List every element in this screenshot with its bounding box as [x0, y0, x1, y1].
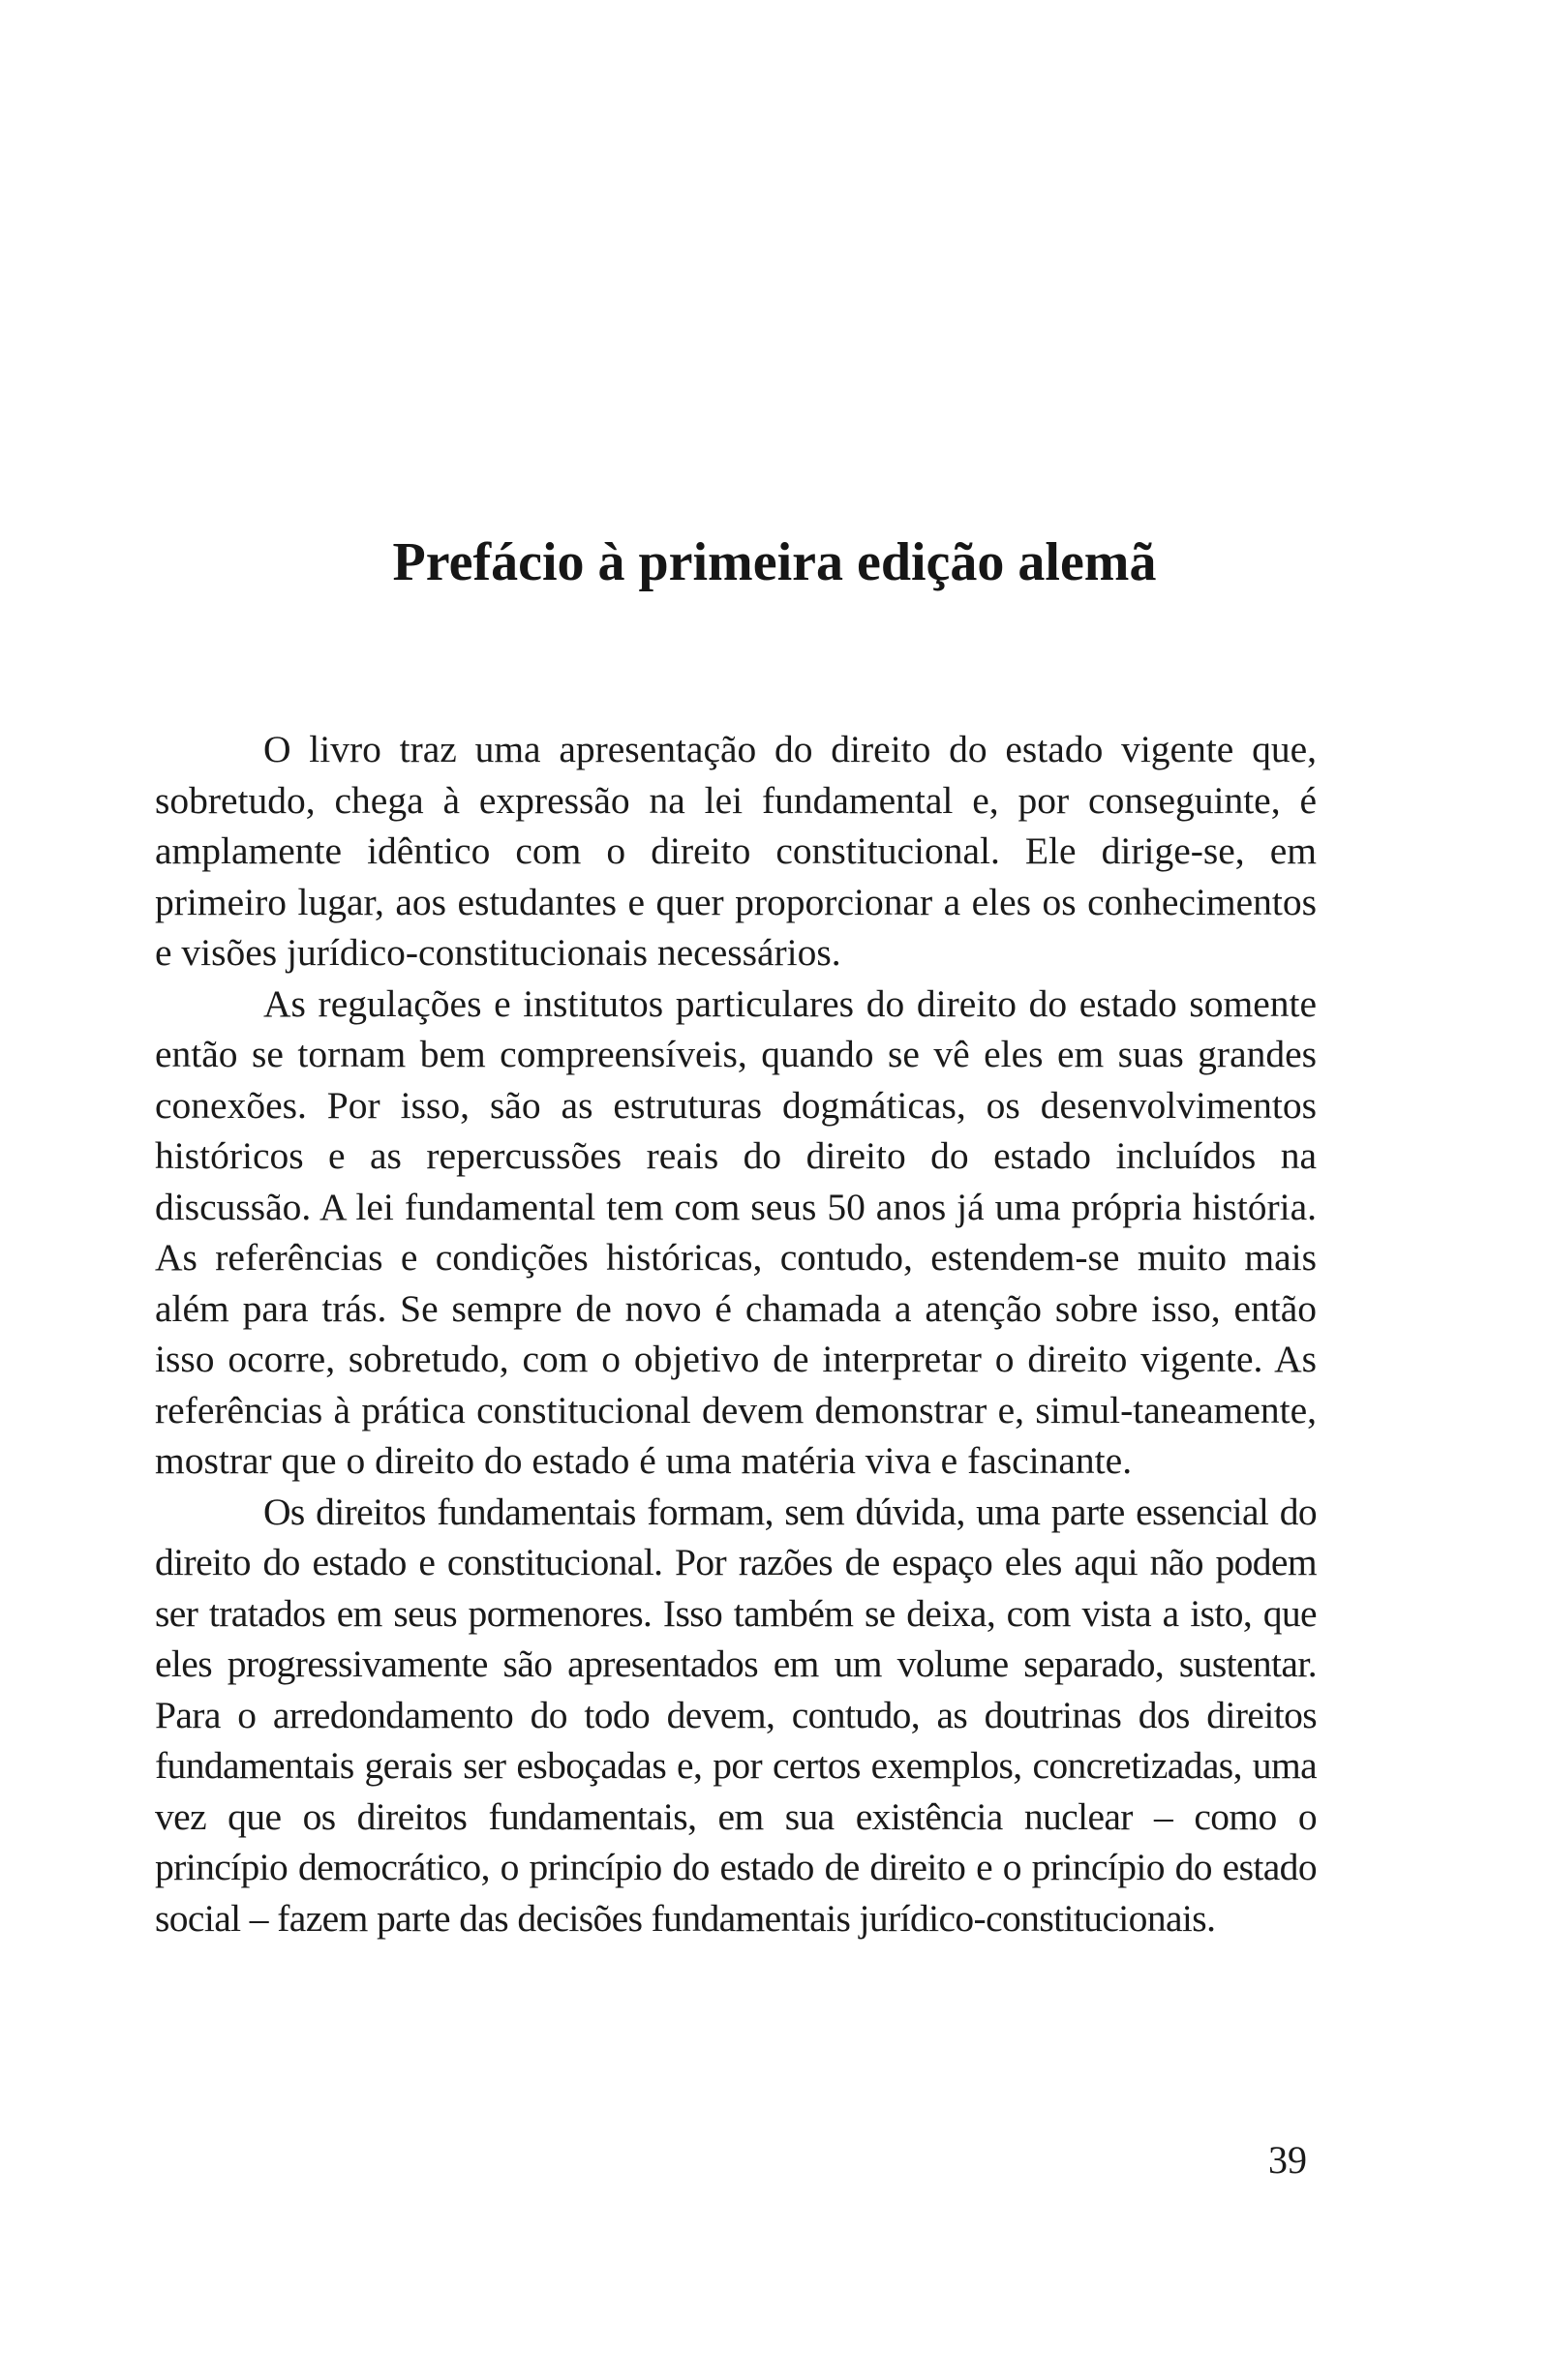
body-text: [155, 724, 1317, 1943]
paragraph-1: O livro traz uma apresentação do direito do estado vigente que, sobretudo, chega à expressão na lei fundamental e, por conseguinte, é amplamente idêntico com o direito constitucional. Ele dirige-se, em primeiro lugar, aos estudantes e quer proporcionar a eles os conhecimentos e visões jurídico-constitucionais necessários.: [155, 728, 1317, 974]
paragraph-2: As regulações e institutos particulares do direito do estado somente então se tornam bem compreensíveis, quando se vê eles em suas grandes conexões. Por isso, são as estruturas dogmáticas, os desenvolvimentos históricos e as repercussões reais do direito do estado incluídos na discussão. A lei fundamental tem com seus 50 anos já uma própria história. As referências e condições históricas, contudo, estendem-se muito mais além para trás. Se sempre de novo é chamada a atenção sobre isso, então isso ocorre, sobretudo, com o objetivo de interpretar o direito vigente. As referências à prática constitucional devem demonstrar e, simul-taneamente, mostrar que o direito do estado é uma matéria viva e fascinante.: [155, 981, 1317, 1482]
paragraph-3: Os direitos fundamentais formam, sem dúvida, uma parte essencial do direito do estado e constitucional. Por razões de espaço eles aqui não podem ser tratados em seus pormenores. Isso também se deixa, com vista a isto, que eles progressivamente são apresentados em um volume separado, sustentar. Para o arredondamento do todo devem, contudo, as doutrinas dos direitos fundamentais gerais ser esboçadas e, por certos exemplos, concretizadas, uma vez que os direitos fundamentais, em sua existência nuclear – como o princípio democrático, o princípio do estado de direito e o princípio do estado social – fazem parte das decisões fundamentais jurídico-constitucionais.: [155, 1490, 1317, 1940]
page-number: 39: [1268, 2138, 1307, 2182]
page-title: Prefácio à primeira edição alemã: [392, 532, 1157, 592]
